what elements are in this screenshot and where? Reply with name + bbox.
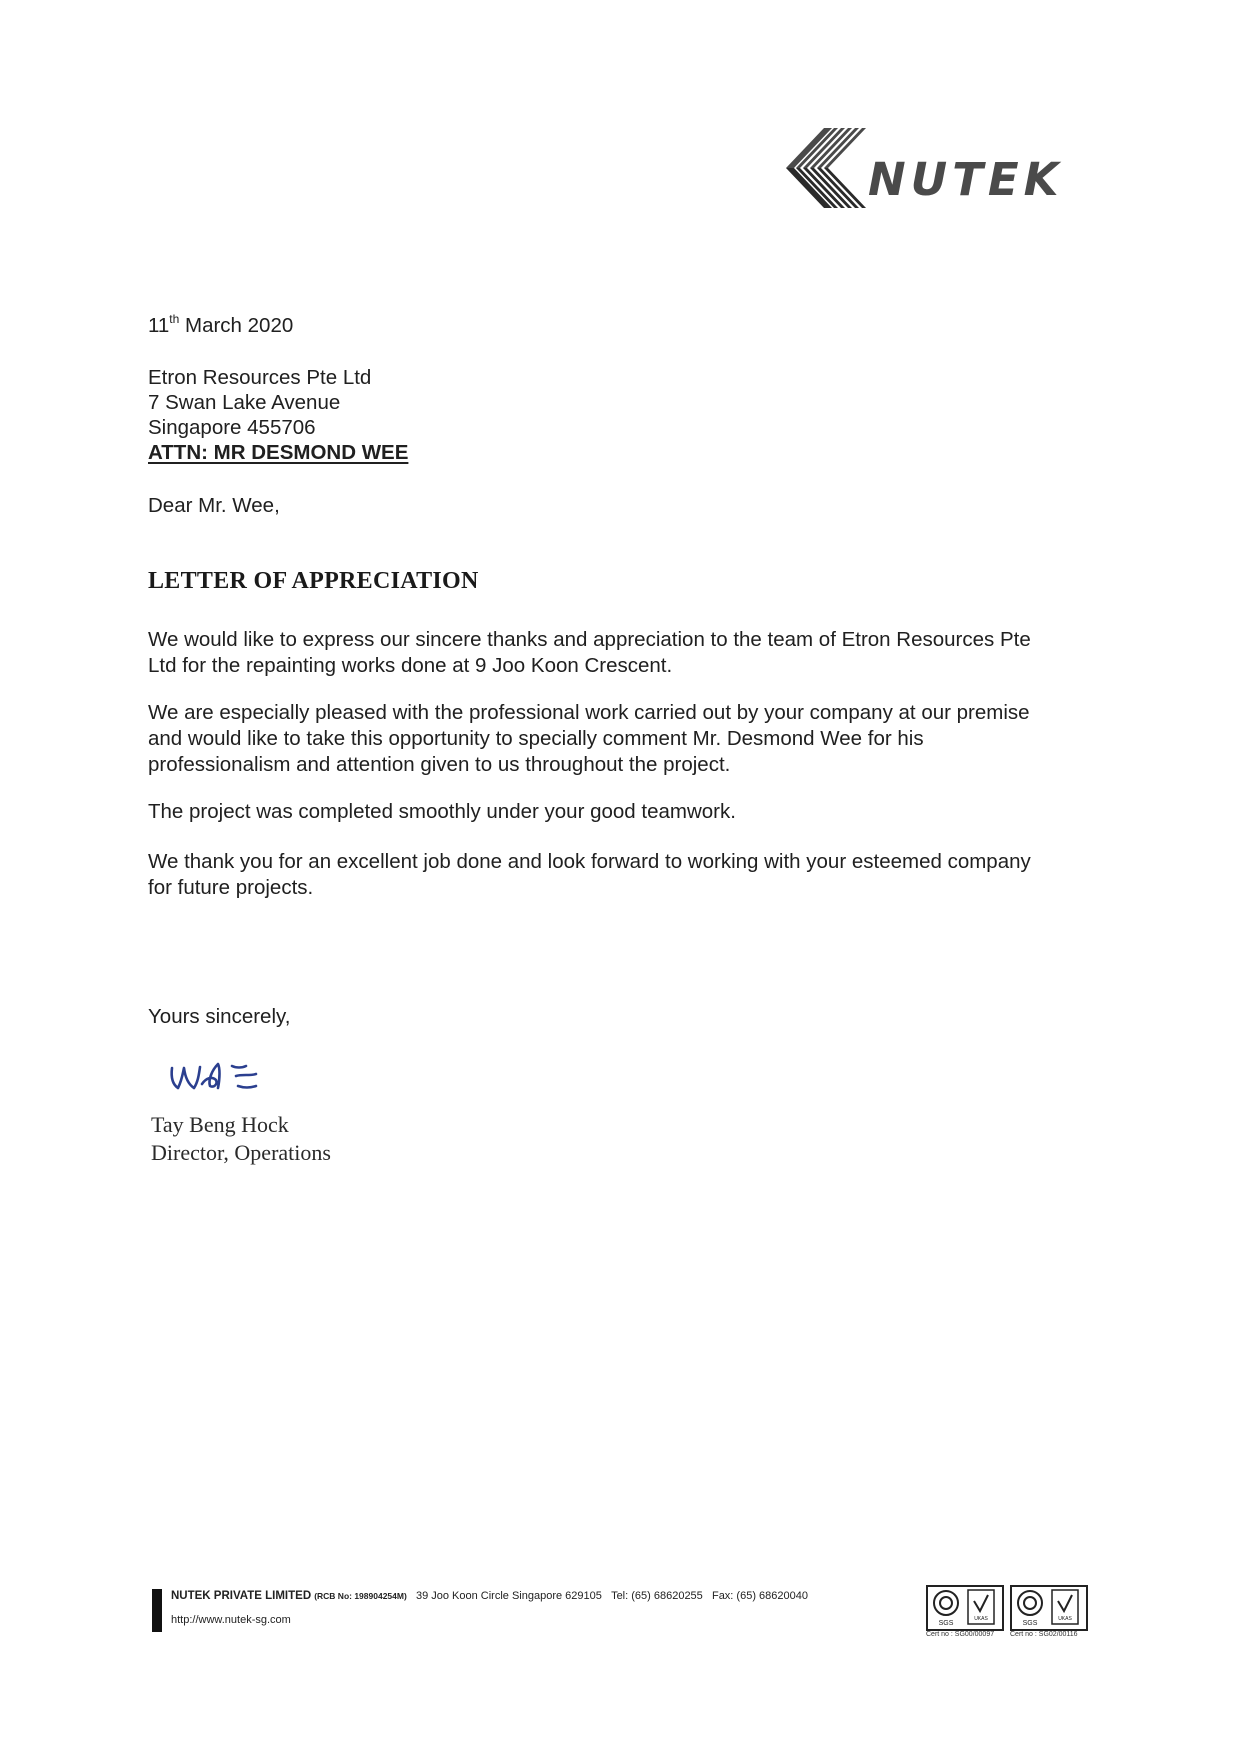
footer-website: http://www.nutek-sg.com xyxy=(171,1614,291,1626)
salutation: Dear Mr. Wee, xyxy=(148,494,280,517)
footer-tel: Tel: (65) 68620255 xyxy=(611,1590,703,1602)
ukas-label: UKAS xyxy=(974,1616,988,1622)
sgs-seal-icon xyxy=(1012,1587,1086,1629)
signer-title: Director, Operations xyxy=(151,1140,331,1165)
date-suffix: th xyxy=(169,312,180,326)
paragraph-2 xyxy=(148,700,1030,778)
paragraph-line: Ltd for the repainting works done at 9 Joo Koon Crescent. xyxy=(148,654,673,677)
date-day: 11 xyxy=(148,314,170,337)
footer-company-line xyxy=(171,1590,808,1602)
paragraph-3 xyxy=(148,799,736,825)
recipient-city: Singapore 455706 xyxy=(148,416,316,439)
certification-badge xyxy=(1010,1585,1088,1638)
footer-address: 39 Joo Koon Circle Singapore 629105 xyxy=(415,1590,602,1602)
logo-wordmark: NUTEK xyxy=(868,153,1064,206)
recipient-attn: ATTN: MR DESMOND WEE xyxy=(148,441,409,464)
paragraph-line: for future projects. xyxy=(148,876,314,899)
paragraph-line: and would like to take this opportunity to specially comment Mr. Desmond Wee for his xyxy=(148,727,924,750)
sgs-label: SGS xyxy=(938,1620,954,1627)
signer-name: Tay Beng Hock xyxy=(151,1112,289,1137)
footer-company: NUTEK PRIVATE LIMITED xyxy=(171,1590,312,1602)
paragraph-line: The project was completed smoothly under your good teamwork. xyxy=(148,800,736,823)
diamond-stripes-icon xyxy=(786,128,866,208)
paragraph-4 xyxy=(148,849,1031,901)
paragraph-1 xyxy=(148,627,1031,679)
sgs-label: SGS xyxy=(1022,1620,1038,1627)
recipient-street: 7 Swan Lake Avenue xyxy=(148,391,341,414)
closing: Yours sincerely, xyxy=(148,1005,291,1028)
footer-accent-bar xyxy=(152,1589,162,1632)
sgs-seal-icon xyxy=(928,1587,1002,1629)
date-month-year: March 2020 xyxy=(179,314,294,337)
ukas-label: UKAS xyxy=(1058,1616,1072,1622)
paragraph-line: We thank you for an excellent job done and look forward to working with your esteemed company xyxy=(148,850,1031,873)
paragraph-line: professionalism and attention given to us throughout the project. xyxy=(148,753,731,776)
letter-heading: LETTER OF APPRECIATION xyxy=(148,568,479,594)
letter-date xyxy=(148,314,293,338)
recipient-company: Etron Resources Pte Ltd xyxy=(148,366,372,389)
handwritten-signature xyxy=(166,1058,286,1108)
footer-rcb: (RCB No: 198904254M) xyxy=(314,1591,407,1601)
paragraph-line: We would like to express our sincere thanks and appreciation to the team of Etron Resources Pte xyxy=(148,628,1031,651)
certification-badge xyxy=(926,1585,1004,1638)
paragraph-line: We are especially pleased with the professional work carried out by your company at our premise xyxy=(148,701,1030,724)
footer-fax: Fax: (65) 68620040 xyxy=(711,1590,808,1602)
cert-number: Cert no : SG02/00116 xyxy=(1010,1631,1078,1638)
cert-number: Cert no : SG00/00097 xyxy=(926,1631,995,1638)
